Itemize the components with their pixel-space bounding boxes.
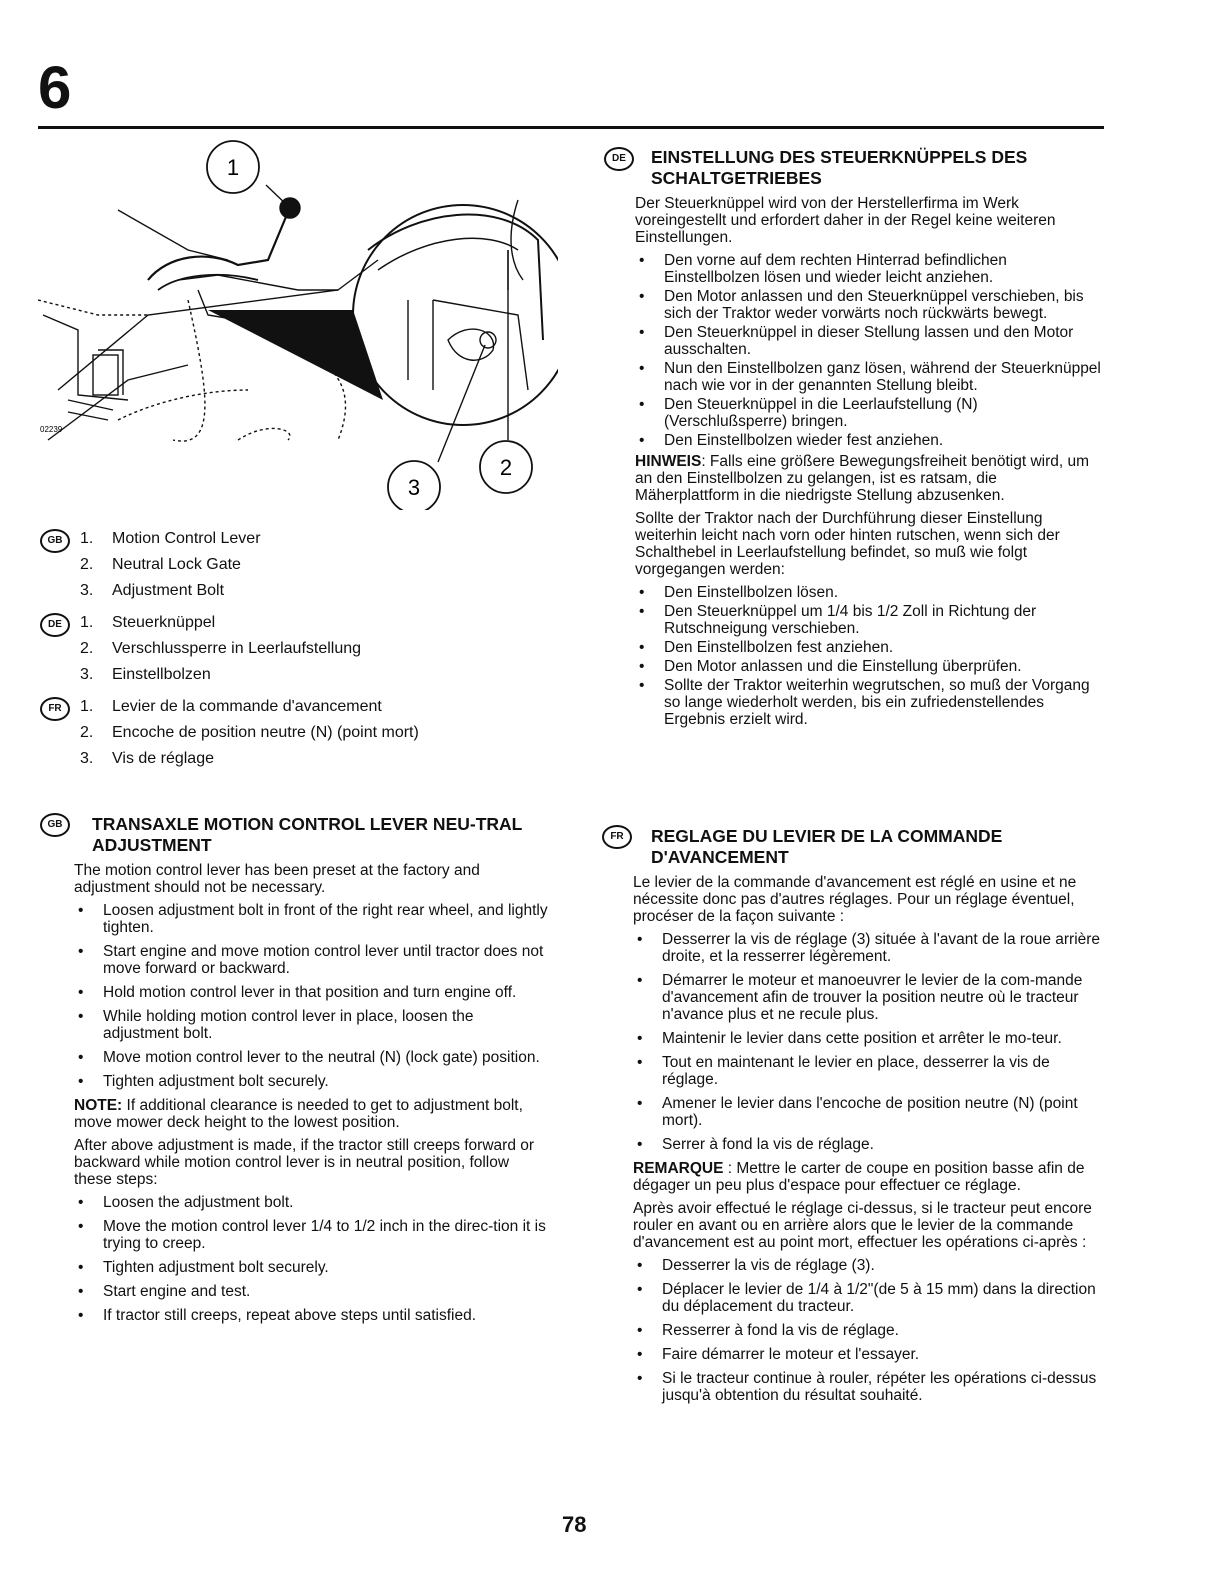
de-after: Sollte der Traktor nach der Durchführung dieser Einstellung weiterhin leicht nach vorn oder hinten rutschen, wenn sich der Schalthebel in Leerlaufstellung befindet, so muß wie folgt vorgegangen werden: (635, 510, 1060, 578)
list-item: • Amener le levier dans l'encoche de position neutre (N) (point mort). (633, 1095, 1103, 1129)
list-item: • Den Motor anlassen und die Einstellung überprüfen. (635, 658, 1103, 675)
flag-de-icon: DE (604, 147, 634, 171)
legend-item: 1. Levier de la commande d'avancement (80, 698, 382, 715)
legend-item: 3. Vis de réglage (80, 750, 214, 767)
legend-item: 1. Steuerknüppel (80, 614, 216, 631)
chapter-number: 6 (38, 54, 72, 121)
fr-intro: Le levier de la commande d'avancement est réglé en usine et ne nécessite donc pas d'autres réglages. Pour un réglage éventuel, procéser de la façon suivante : (633, 874, 1077, 925)
fr-section (633, 826, 1103, 1411)
list-item: • Déplacer le levier de 1/4 à 1/2"(de 5 à 15 mm) dans la direction du déplacement du tracteur. (633, 1281, 1103, 1315)
header-rule (38, 126, 1104, 129)
legend-gb (40, 526, 347, 604)
flag-gb-icon: GB (40, 813, 70, 837)
fr-after: Après avoir effectué le réglage ci-dessus, si le tracteur peut encore rouler en avant ou en arrière alors que le levier de la commande d'avancement est au point mort, effectuer les opérations ci-après : (633, 1200, 1092, 1251)
gb-section (74, 814, 550, 1331)
flag-fr-icon: FR (602, 825, 632, 849)
flag-fr-icon: FR (40, 697, 70, 721)
fr-heading: REGLAGE DU LEVIER DE LA COMMANDE D'AVANCEMENT (651, 826, 1003, 867)
list-item: • Den Einstellbolzen wieder fest anziehen. (635, 432, 1103, 449)
list-item: • Maintenir le levier dans cette position et arrêter le mo-teur. (633, 1030, 1103, 1047)
de-section (635, 147, 1103, 732)
gb-note: NOTE: If additional clearance is needed to get to adjustment bolt, move mower deck height to the lowest position. (74, 1097, 523, 1131)
legend-item: 2. Verschlussperre in Leerlaufstellung (80, 640, 362, 657)
de-steps (635, 252, 1103, 449)
list-item: • Tout en maintenant le levier en place, desserrer la vis de réglage. (633, 1054, 1103, 1088)
legend-item: 1. Motion Control Lever (80, 530, 261, 547)
figure-code: 02239 (40, 425, 63, 434)
gb-steps (74, 902, 550, 1090)
list-item: • Den Steuerknüppel in dieser Stellung lassen und den Motor ausschalten. (635, 324, 1103, 358)
fr-note: REMARQUE : Mettre le carter de coupe en position basse afin de dégager un peu plus d'espace pour effectuer ce réglage. (633, 1160, 1085, 1194)
list-item: • Den Steuerknüppel in die Leerlaufstellung (N) (Verschlußsperre) bringen. (635, 396, 1103, 430)
flag-de-icon: DE (40, 613, 70, 637)
callout-1-label: 1 (226, 155, 240, 180)
de-steps-2 (635, 584, 1103, 728)
list-item: • Move the motion control lever 1/4 to 1/2 inch in the direc-tion it is trying to creep. (74, 1218, 550, 1252)
gb-after: After above adjustment is made, if the tractor still creeps forward or backward while motion control lever is in neutral position, follow these steps: (74, 1137, 535, 1188)
list-item: • Loosen the adjustment bolt. (74, 1194, 550, 1211)
list-item: • Sollte der Traktor weiterhin wegrutschen, so muß der Vorgang so lange wiederholt werden, bis ein zufriedenstellendes Ergebnis erzielt wird. (635, 677, 1103, 728)
flag-gb-icon: GB (40, 529, 70, 553)
legend-item: 3. Einstellbolzen (80, 666, 211, 683)
legend-fr (40, 694, 419, 772)
list-item: • Den Motor anlassen und den Steuerknüppel verschieben, bis sich der Traktor weder vorwärts noch rückwärts bewegt. (635, 288, 1103, 322)
list-item: • Den Steuerknüppel um 1/4 bis 1/2 Zoll in Richtung der Rutschneigung verschieben. (635, 603, 1103, 637)
list-item: • Faire démarrer le moteur et l'essayer. (633, 1346, 1103, 1363)
list-item: • Den vorne auf dem rechten Hinterrad befindlichen Einstellbolzen lösen und wieder leicht anziehen. (635, 252, 1103, 286)
list-item: • Serrer à fond la vis de réglage. (633, 1136, 1103, 1153)
legend-item: 2. Neutral Lock Gate (80, 556, 241, 573)
de-intro: Der Steuerknüppel wird von der Herstellerfirma im Werk voreingestellt und erfordert daher in der Regel keine weiteren Einstellungen. (635, 195, 1056, 246)
gb-intro: The motion control lever has been preset at the factory and adjustment should not be necessary. (74, 862, 480, 896)
list-item: • Desserrer la vis de réglage (3). (633, 1257, 1103, 1274)
list-item: • Start engine and test. (74, 1283, 550, 1300)
list-item: • Hold motion control lever in that position and turn engine off. (74, 984, 550, 1001)
fr-steps (633, 931, 1103, 1153)
lever-illustration (38, 140, 558, 510)
legend-item: 3. Adjustment Bolt (80, 582, 225, 599)
legend-de (40, 610, 362, 688)
list-item: • Nun den Einstellbolzen ganz lösen, während der Steuerknüppel nach wie vor in der genannten Stellung bleibt. (635, 360, 1103, 394)
list-item: • Loosen adjustment bolt in front of the right rear wheel, and lightly tighten. (74, 902, 550, 936)
list-item: • Tighten adjustment bolt securely. (74, 1259, 550, 1276)
list-item: • Move motion control lever to the neutral (N) (lock gate) position. (74, 1049, 550, 1066)
list-item: • Start engine and move motion control lever until tractor does not move forward or backward. (74, 943, 550, 977)
list-item: • Den Einstellbolzen lösen. (635, 584, 1103, 601)
gb-steps-2 (74, 1194, 550, 1324)
list-item: • If tractor still creeps, repeat above steps until satisfied. (74, 1307, 550, 1324)
list-item: • While holding motion control lever in place, loosen the adjustment bolt. (74, 1008, 550, 1042)
de-heading: EINSTELLUNG DES STEUERKNÜPPELS DES SCHALTGETRIEBES (651, 147, 1028, 188)
figure-legend (40, 526, 419, 778)
de-note: HINWEIS: Falls eine größere Bewegungsfreiheit benötigt wird, um an den Einstellbolzen zu gelangen, ist es ratsam, die Mäherplattform in die niedrigste Stellung abzusenken. (635, 453, 1090, 504)
legend-item: 2. Encoche de position neutre (N) (point mort) (80, 724, 419, 741)
callout-3-label: 3 (407, 475, 421, 500)
gb-heading: TRANSAXLE MOTION CONTROL LEVER NEU-TRAL ADJUSTMENT (92, 814, 523, 855)
list-item: • Resserrer à fond la vis de réglage. (633, 1322, 1103, 1339)
callout-2-label: 2 (499, 455, 513, 480)
list-item: • Tighten adjustment bolt securely. (74, 1073, 550, 1090)
list-item: • Si le tracteur continue à rouler, répéter les opérations ci-dessus jusqu'à obtention du résultat souhaité. (633, 1370, 1103, 1404)
list-item: • Desserrer la vis de réglage (3) située à l'avant de la roue arrière droite, et la resserrer légèrement. (633, 931, 1103, 965)
list-item: • Den Einstellbolzen fest anziehen. (635, 639, 1103, 656)
page-number: 78 (562, 1512, 587, 1537)
fr-steps-2 (633, 1257, 1103, 1404)
list-item: • Démarrer le moteur et manoeuvrer le levier de la com-mande d'avancement afin de trouver la position neutre où le tracteur n'avance plus et ne recule plus. (633, 972, 1103, 1023)
